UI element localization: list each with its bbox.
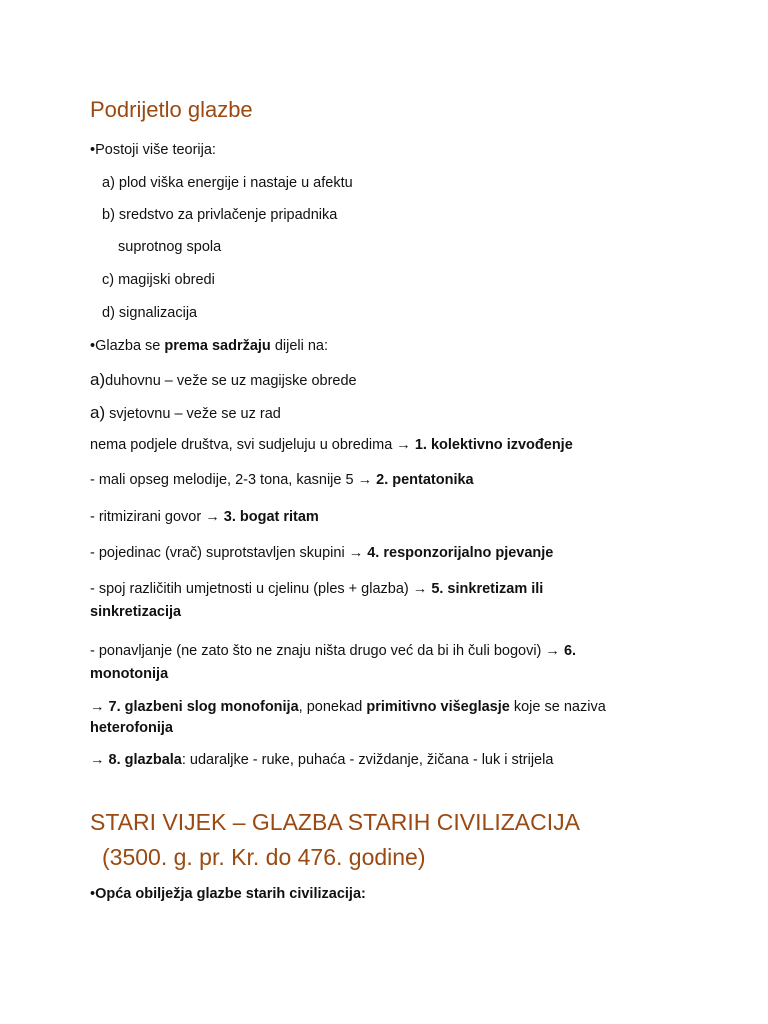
bullet: • [90,886,96,902]
arrow-icon: → [545,643,560,659]
feature-text: koje se naziva [509,699,606,715]
arrow-icon: → [348,545,364,561]
arrow-icon: → [412,581,428,597]
content-b-marker: a) [90,403,106,422]
bullet: • [90,142,96,158]
feature-8 [90,751,553,770]
feature-bold: 2. pentatonika [376,472,474,488]
content-a [90,370,357,391]
theory-b-continued: suprotnog spola [118,239,222,255]
content-b [90,403,281,424]
section-subtitle: (3500. g. pr. Kr. do 476. godine) [102,844,426,870]
content-division [90,337,328,356]
general-features-text: Opća obilježja glazbe starih civilizacija: [95,886,366,902]
theory-c: c) magijski obredi [102,272,215,288]
general-features-bullet [90,885,366,904]
arrow-icon: → [357,472,373,488]
feature-5-continued: sinkretizacija [90,604,182,620]
feature-bold: 7. glazbeni slog monofonija [108,699,299,715]
feature-text: : udaraljke - ruke, puhaća - zviždanje, žičana - luk i strijela [181,752,554,768]
feature-6-continued: monotonija [90,666,169,682]
feature-6 [90,642,576,661]
arrow-icon: → [90,699,105,715]
page-title: Podrijetlo glazbe [90,97,253,122]
section-title: STARI VIJEK – GLAZBA STARIH CIVILIZACIJA [90,809,580,835]
feature-4 [90,544,553,563]
content-post: dijeli na: [270,338,329,354]
feature-7 [90,698,606,717]
content-a-text: duhovnu – veže se uz magijske obrede [105,373,357,389]
feature-bold: primitivno višeglasje [366,699,510,715]
feature-3 [90,508,319,527]
content-bold: prema sadržaju [164,338,271,354]
feature-text: , ponekad [298,699,367,715]
feature-text: - mali opseg melodije, 2-3 tona, kasnije 5 [90,472,358,488]
theories-intro-text: Postoji više teorija: [95,142,216,158]
feature-bold: 8. glazbala [108,752,182,768]
feature-1 [90,436,573,455]
feature-bold: 4. responzorijalno pjevanje [367,545,554,561]
content-pre: Glazba se [95,338,165,354]
feature-bold: 1. kolektivno izvođenje [414,437,573,453]
content-b-text: svjetovnu – veže se uz rad [105,406,281,422]
feature-text: - ritmizirani govor [90,509,206,525]
feature-bold: 3. bogat ritam [223,509,319,525]
arrow-icon: → [396,437,411,453]
arrow-icon: → [90,752,105,768]
feature-text: - ponavljanje (ne zato što ne znaju ništa drugo već da bi ih čuli bogovi) [90,643,546,659]
feature-2 [90,471,474,490]
feature-bold: 6. [563,643,577,659]
theory-a: a) plod viška energije i nastaje u afektu [102,175,353,191]
theory-b: b) sredstvo za privlačenje pripadnika [102,207,338,223]
feature-text: - pojedinac (vrač) suprotstavljen skupini [90,545,349,561]
feature-text: - spoj različitih umjetnosti u cjelinu (ples + glazba) [90,581,413,597]
theory-d: d) signalizacija [102,305,198,321]
feature-text: nema podjele društva, svi sudjeluju u obredima [90,437,397,453]
feature-5 [90,580,543,599]
arrow-icon: → [205,509,220,525]
feature-7-continued: heterofonija [90,720,173,736]
feature-bold: 5. sinkretizam ili [431,581,544,597]
bullet: • [90,338,96,354]
theories-intro [90,141,216,160]
content-a-marker: a) [90,370,106,389]
